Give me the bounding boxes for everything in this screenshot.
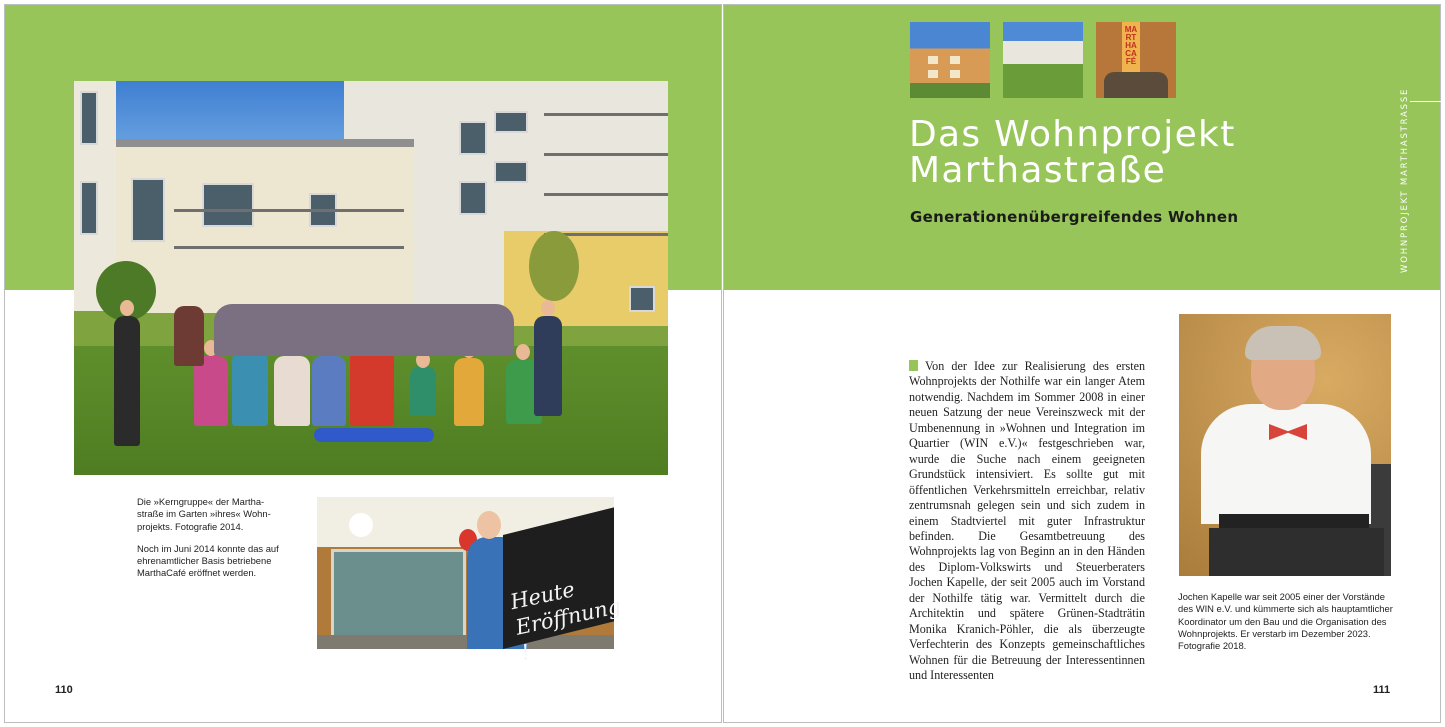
cafe-photo bbox=[317, 497, 624, 666]
running-head-rule bbox=[1410, 101, 1441, 102]
caption-paragraph: Noch im Juni 2014 konnte das auf ehrenamtlicher Basis betriebene MarthaCafé eröffnet werden. bbox=[137, 542, 279, 579]
body-text bbox=[909, 359, 1145, 684]
cafe-sign-text: MARTHACAFÉ bbox=[1124, 25, 1138, 66]
group-photo-caption bbox=[137, 496, 287, 590]
thumbnail-garden-photo bbox=[1003, 22, 1083, 98]
chapter-title: Das Wohnprojekt Marthastraße bbox=[909, 114, 1236, 191]
page-number-left: 110 bbox=[55, 684, 73, 696]
body-text-content: Von der Idee zur Realisierung des ersten Wohnprojekts der Nothilfe war ein langer Atem notwendig. Nachdem im Sommer 2008 in einer neuen Satzung der neue Vereinszweck mit der Umbenennung in »Wohnen und Integration im Quartier (WIN e.V.)« festgeschrieben war, wurde die Suche nach einem geeigneten Grundstück intensiviert. Es sollte gut mit öffentlichen Verkehrsmitteln erreichbar, relativ zentrumsnah gelegen sein und sich zudem in einem Stadtviertel mit guter Infrastruktur befinden. Die Gesamtbetreuung des Wohnprojekts lag von Beginn an in den Händen des Diplom-Volkswirts und Steuerberaters Jochen Kapelle, der seit 2005 auch im Vorstand der Nothilfe tätig war. Vermittelt durch die Architektin und spätere Grünen-Stadträtin Monika Kranich-Pöhler, die als überzeugte Verfechterin des Konzepts gemeinschaftliches Wohnen für die Betreuung der Interessentinnen und Interessenten bbox=[909, 359, 1145, 683]
left-page bbox=[4, 4, 722, 723]
paragraph-marker bbox=[909, 360, 918, 371]
running-head: WOHNPROJEKT MARTHASTRASSE bbox=[1400, 87, 1410, 273]
chalkboard-text: Heute Eröffnung ! bbox=[508, 577, 624, 666]
right-page bbox=[723, 4, 1441, 723]
group-photo bbox=[74, 81, 668, 475]
chapter-subtitle: Generationenübergreifendes Wohnen bbox=[910, 208, 1239, 226]
thumbnail-building-photo bbox=[910, 22, 990, 98]
portrait-caption: Jochen Kapelle war seit 2005 einer der Vorstände des WIN e.V. und kümmerte sich als hauptamtlicher Koordinator um den Bau und die Organisation des Wohnprojekts. Er verstarb im Dezember 2023. Fotografie 2018. bbox=[1178, 591, 1393, 652]
page-number-right: 111 bbox=[1373, 684, 1391, 696]
thumbnail-cafe-photo bbox=[1096, 22, 1176, 98]
portrait-photo bbox=[1179, 314, 1391, 576]
caption-paragraph: Die »Kerngruppe« der Marthastraße im Garten »ihres« Wohnprojekts. Fotografie 2014. bbox=[137, 496, 271, 532]
